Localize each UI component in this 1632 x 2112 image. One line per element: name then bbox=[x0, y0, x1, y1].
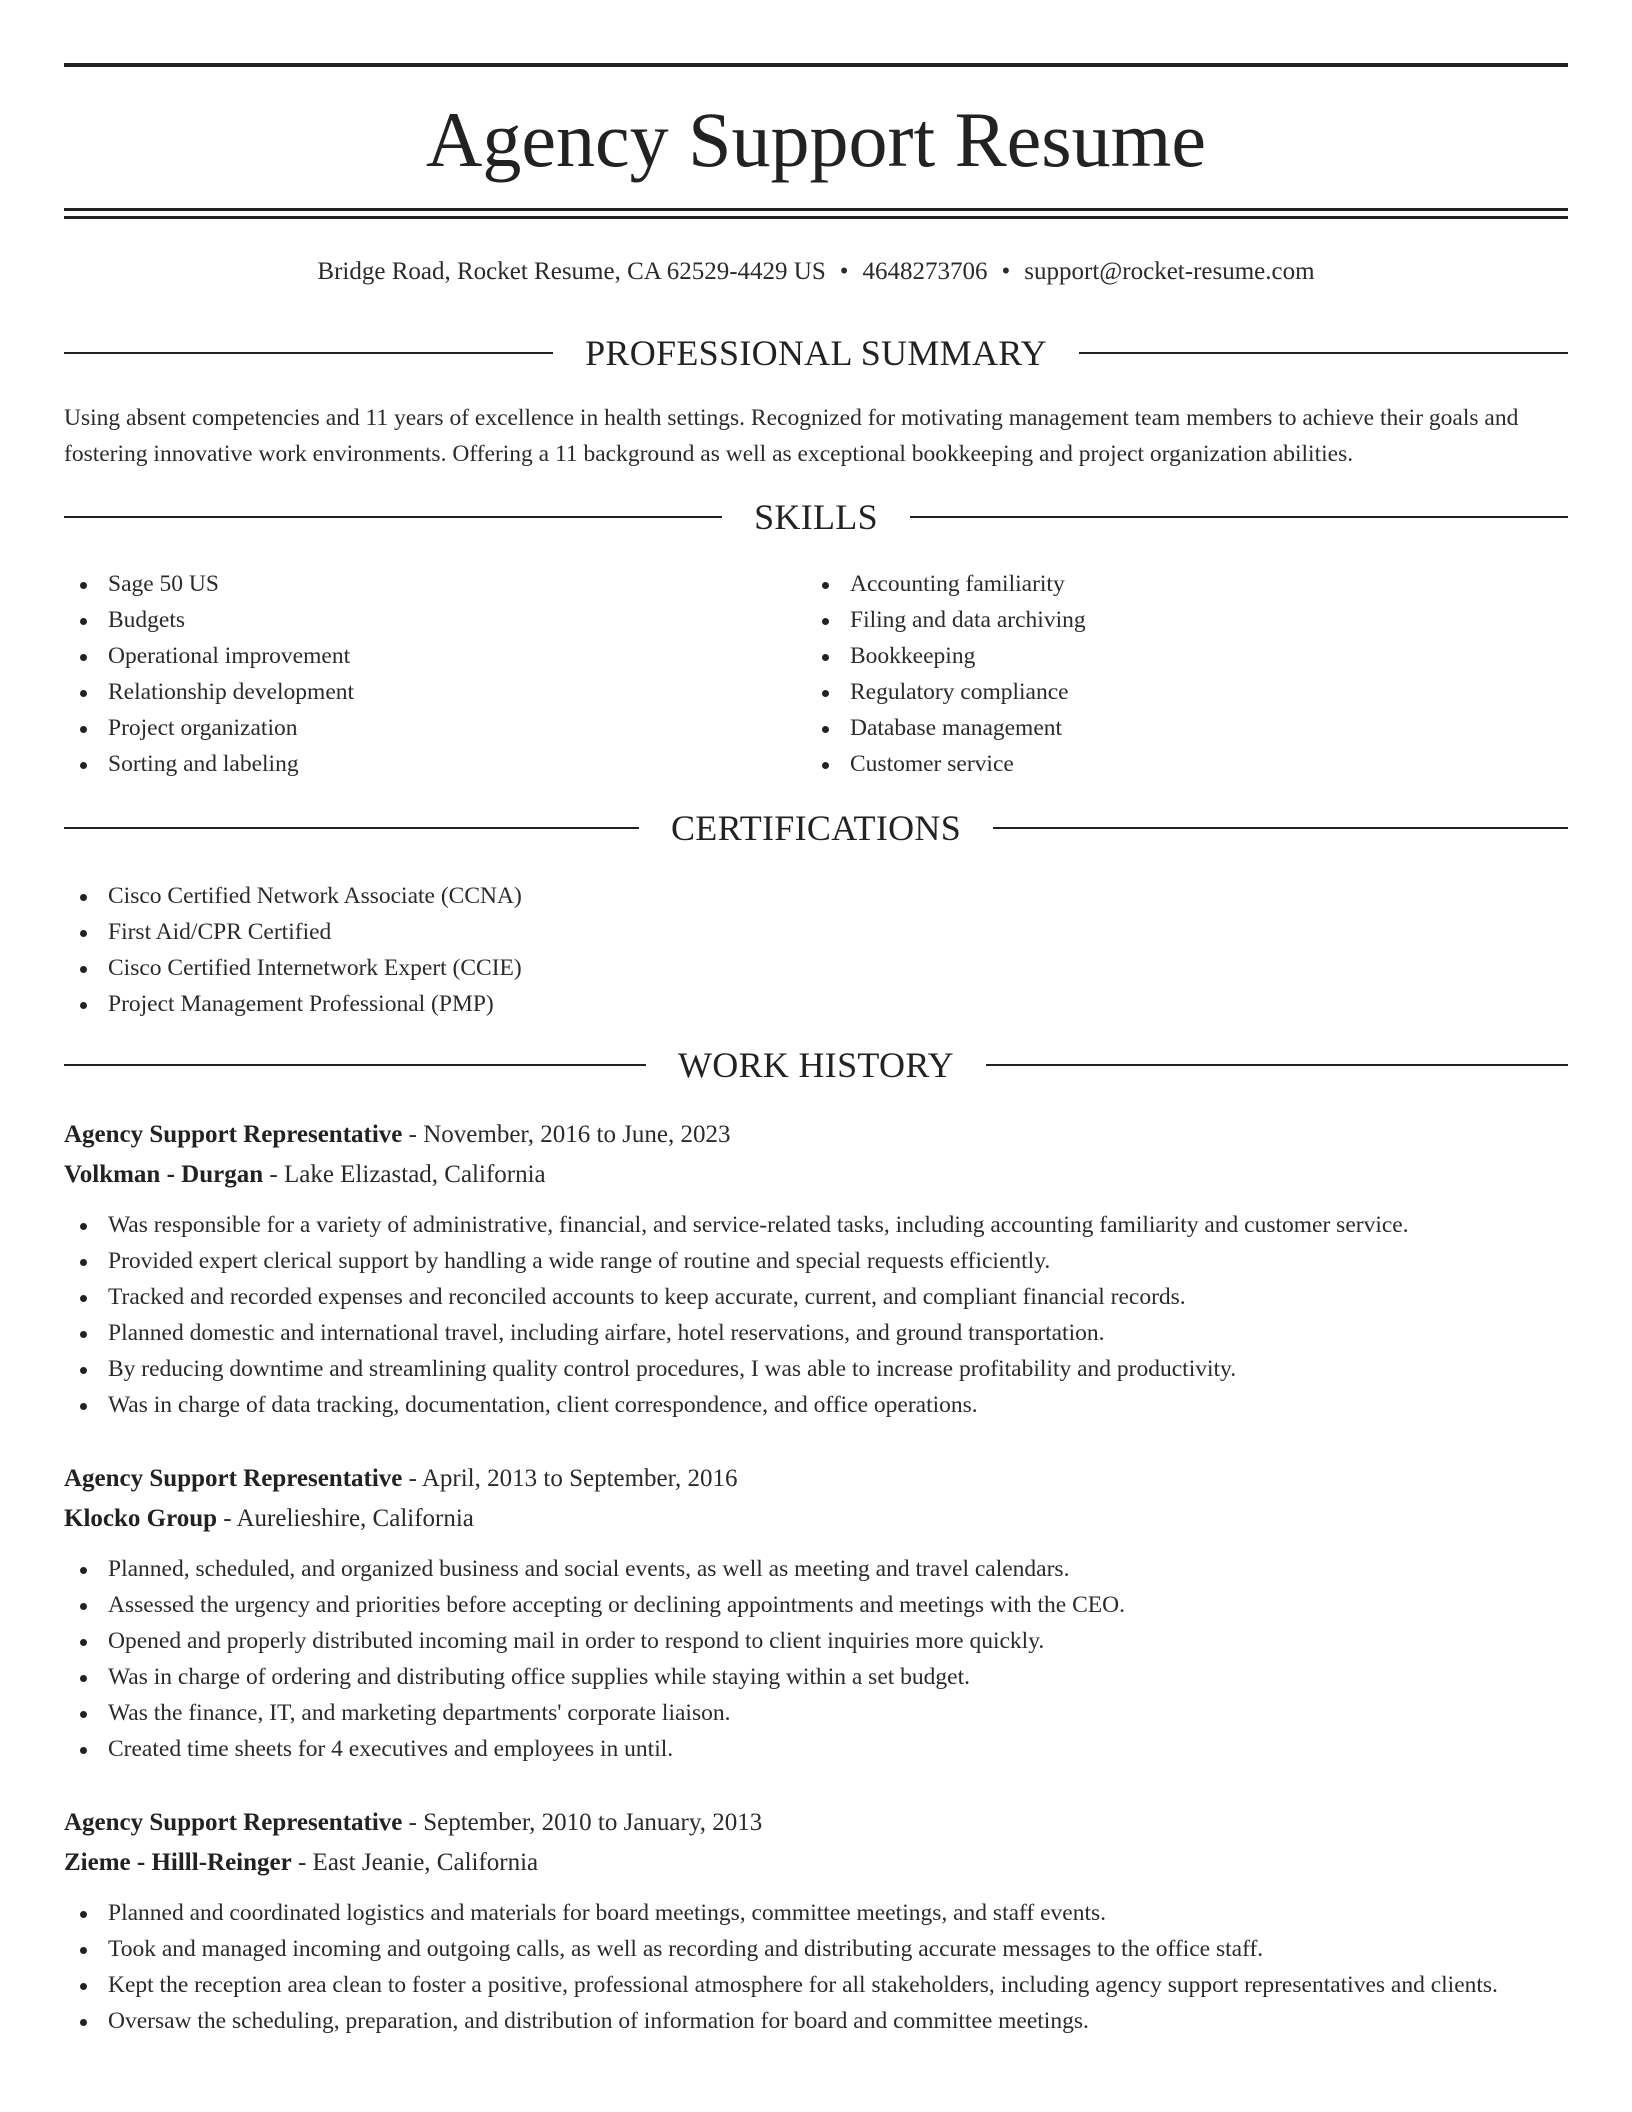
section-header-summary bbox=[64, 331, 1568, 375]
list-item: Sorting and labeling bbox=[64, 746, 806, 782]
job-dates: - September, 2010 to January, 2013 bbox=[402, 1809, 763, 1836]
skills-list bbox=[64, 566, 1568, 782]
section-title: PROFESSIONAL SUMMARY bbox=[585, 333, 1047, 373]
list-item: Regulatory compliance bbox=[806, 674, 1548, 710]
job-company: Klocko Group bbox=[64, 1505, 218, 1532]
list-item: Oversaw the scheduling, preparation, and distribution of information for board and committee meetings. bbox=[64, 2003, 1568, 2039]
contact-phone: 4648273706 bbox=[862, 258, 988, 285]
job-company-line bbox=[64, 1155, 1568, 1195]
list-item: Operational improvement bbox=[64, 638, 806, 674]
job-company-line bbox=[64, 1499, 1568, 1539]
job-title: Agency Support Representative bbox=[64, 1809, 403, 1836]
skills-column-right bbox=[806, 566, 1548, 782]
list-item: Budgets bbox=[64, 602, 806, 638]
list-item: Project organization bbox=[64, 710, 806, 746]
title-rule-lower bbox=[64, 216, 1568, 219]
job-company-line bbox=[64, 1843, 1568, 1883]
list-item: Filing and data archiving bbox=[806, 602, 1548, 638]
section-rule bbox=[986, 1064, 1568, 1066]
section-header-work-history bbox=[64, 1043, 1568, 1087]
job-title: Agency Support Representative bbox=[64, 1465, 403, 1492]
list-item: Was in charge of ordering and distributing office supplies while staying within a set budget. bbox=[64, 1659, 1568, 1695]
contact-address: Bridge Road, Rocket Resume, CA 62529-4429 US bbox=[317, 258, 826, 285]
list-item: Planned domestic and international travel, including airfare, hotel reservations, and ground transportation. bbox=[64, 1315, 1568, 1351]
section-rule bbox=[64, 827, 639, 829]
job-bullets bbox=[64, 1895, 1568, 2039]
job-title: Agency Support Representative bbox=[64, 1121, 403, 1148]
section-title: WORK HISTORY bbox=[678, 1045, 954, 1085]
job-entry bbox=[64, 1803, 1568, 2039]
contact-separator: • bbox=[1001, 258, 1011, 285]
job-location: - Aurelieshire, California bbox=[217, 1505, 474, 1532]
job-company: Zieme - Hilll-Reinger bbox=[64, 1849, 292, 1876]
job-location: - Lake Elizastad, California bbox=[263, 1161, 546, 1188]
job-title-line bbox=[64, 1803, 1568, 1843]
job-bullets bbox=[64, 1207, 1568, 1423]
section-header-skills bbox=[64, 495, 1568, 539]
list-item: Planned and coordinated logistics and materials for board meetings, committee meetings, and staff events. bbox=[64, 1895, 1568, 1931]
contact-separator: • bbox=[839, 258, 849, 285]
certifications-list bbox=[64, 878, 1568, 1022]
job-entry bbox=[64, 1459, 1568, 1767]
section-header-certifications bbox=[64, 806, 1568, 850]
section-rule bbox=[1079, 352, 1568, 354]
resume-title: Agency Support Resume bbox=[426, 96, 1206, 183]
list-item: Kept the reception area clean to foster a positive, professional atmosphere for all stakeholders, including agency support representatives and clients. bbox=[64, 1967, 1568, 2003]
contact-line bbox=[64, 255, 1568, 289]
list-item: Provided expert clerical support by handling a wide range of routine and special requests efficiently. bbox=[64, 1243, 1568, 1279]
job-entry bbox=[64, 1115, 1568, 1423]
list-item: Planned, scheduled, and organized business and social events, as well as meeting and travel calendars. bbox=[64, 1551, 1568, 1587]
list-item: Bookkeeping bbox=[806, 638, 1548, 674]
skills-column-left bbox=[64, 566, 806, 782]
section-title: SKILLS bbox=[754, 497, 878, 537]
job-dates: - November, 2016 to June, 2023 bbox=[402, 1121, 731, 1148]
job-bullets bbox=[64, 1551, 1568, 1767]
list-item: Was in charge of data tracking, documentation, client correspondence, and office operations. bbox=[64, 1387, 1568, 1423]
job-title-line bbox=[64, 1459, 1568, 1499]
list-item: Was the finance, IT, and marketing departments' corporate liaison. bbox=[64, 1695, 1568, 1731]
list-item: Assessed the urgency and priorities before accepting or declining appointments and meetings with the CEO. bbox=[64, 1587, 1568, 1623]
list-item: Was responsible for a variety of administrative, financial, and service-related tasks, including accounting familiarity and customer service. bbox=[64, 1207, 1568, 1243]
list-item: Accounting familiarity bbox=[806, 566, 1548, 602]
job-dates: - April, 2013 to September, 2016 bbox=[402, 1465, 738, 1492]
section-rule bbox=[910, 516, 1568, 518]
list-item: Cisco Certified Internetwork Expert (CCIE) bbox=[64, 950, 1568, 986]
top-rule bbox=[64, 63, 1568, 67]
list-item: By reducing downtime and streamlining quality control procedures, I was able to increase profitability and productivity. bbox=[64, 1351, 1568, 1387]
list-item: Cisco Certified Network Associate (CCNA) bbox=[64, 878, 1568, 914]
list-item: Database management bbox=[806, 710, 1548, 746]
section-rule bbox=[64, 516, 722, 518]
job-title-line bbox=[64, 1115, 1568, 1155]
list-item: Project Management Professional (PMP) bbox=[64, 986, 1568, 1022]
section-rule bbox=[993, 827, 1568, 829]
list-item: First Aid/CPR Certified bbox=[64, 914, 1568, 950]
list-item: Created time sheets for 4 executives and employees in until. bbox=[64, 1731, 1568, 1767]
list-item: Tracked and recorded expenses and reconciled accounts to keep accurate, current, and compliant financial records. bbox=[64, 1279, 1568, 1315]
section-title: CERTIFICATIONS bbox=[670, 808, 962, 848]
list-item: Opened and properly distributed incoming mail in order to respond to client inquiries more quickly. bbox=[64, 1623, 1568, 1659]
list-item: Took and managed incoming and outgoing calls, as well as recording and distributing accurate messages to the office staff. bbox=[64, 1931, 1568, 1967]
list-item: Customer service bbox=[806, 746, 1548, 782]
section-rule bbox=[64, 352, 553, 354]
job-company: Volkman - Durgan bbox=[64, 1161, 264, 1188]
job-location: - East Jeanie, California bbox=[291, 1849, 539, 1876]
title-rule-upper bbox=[64, 208, 1568, 211]
contact-email: support@rocket-resume.com bbox=[1024, 258, 1315, 285]
section-rule bbox=[64, 1064, 646, 1066]
list-item: Sage 50 US bbox=[64, 566, 806, 602]
list-item: Relationship development bbox=[64, 674, 806, 710]
summary-text: Using absent competencies and 11 years of excellence in health settings. Recognized for motivating management team members to achieve their goals and fostering innovative work environments. Offering a 11 background as well as exceptional bookkeeping and project organization abilities. bbox=[64, 405, 1519, 467]
